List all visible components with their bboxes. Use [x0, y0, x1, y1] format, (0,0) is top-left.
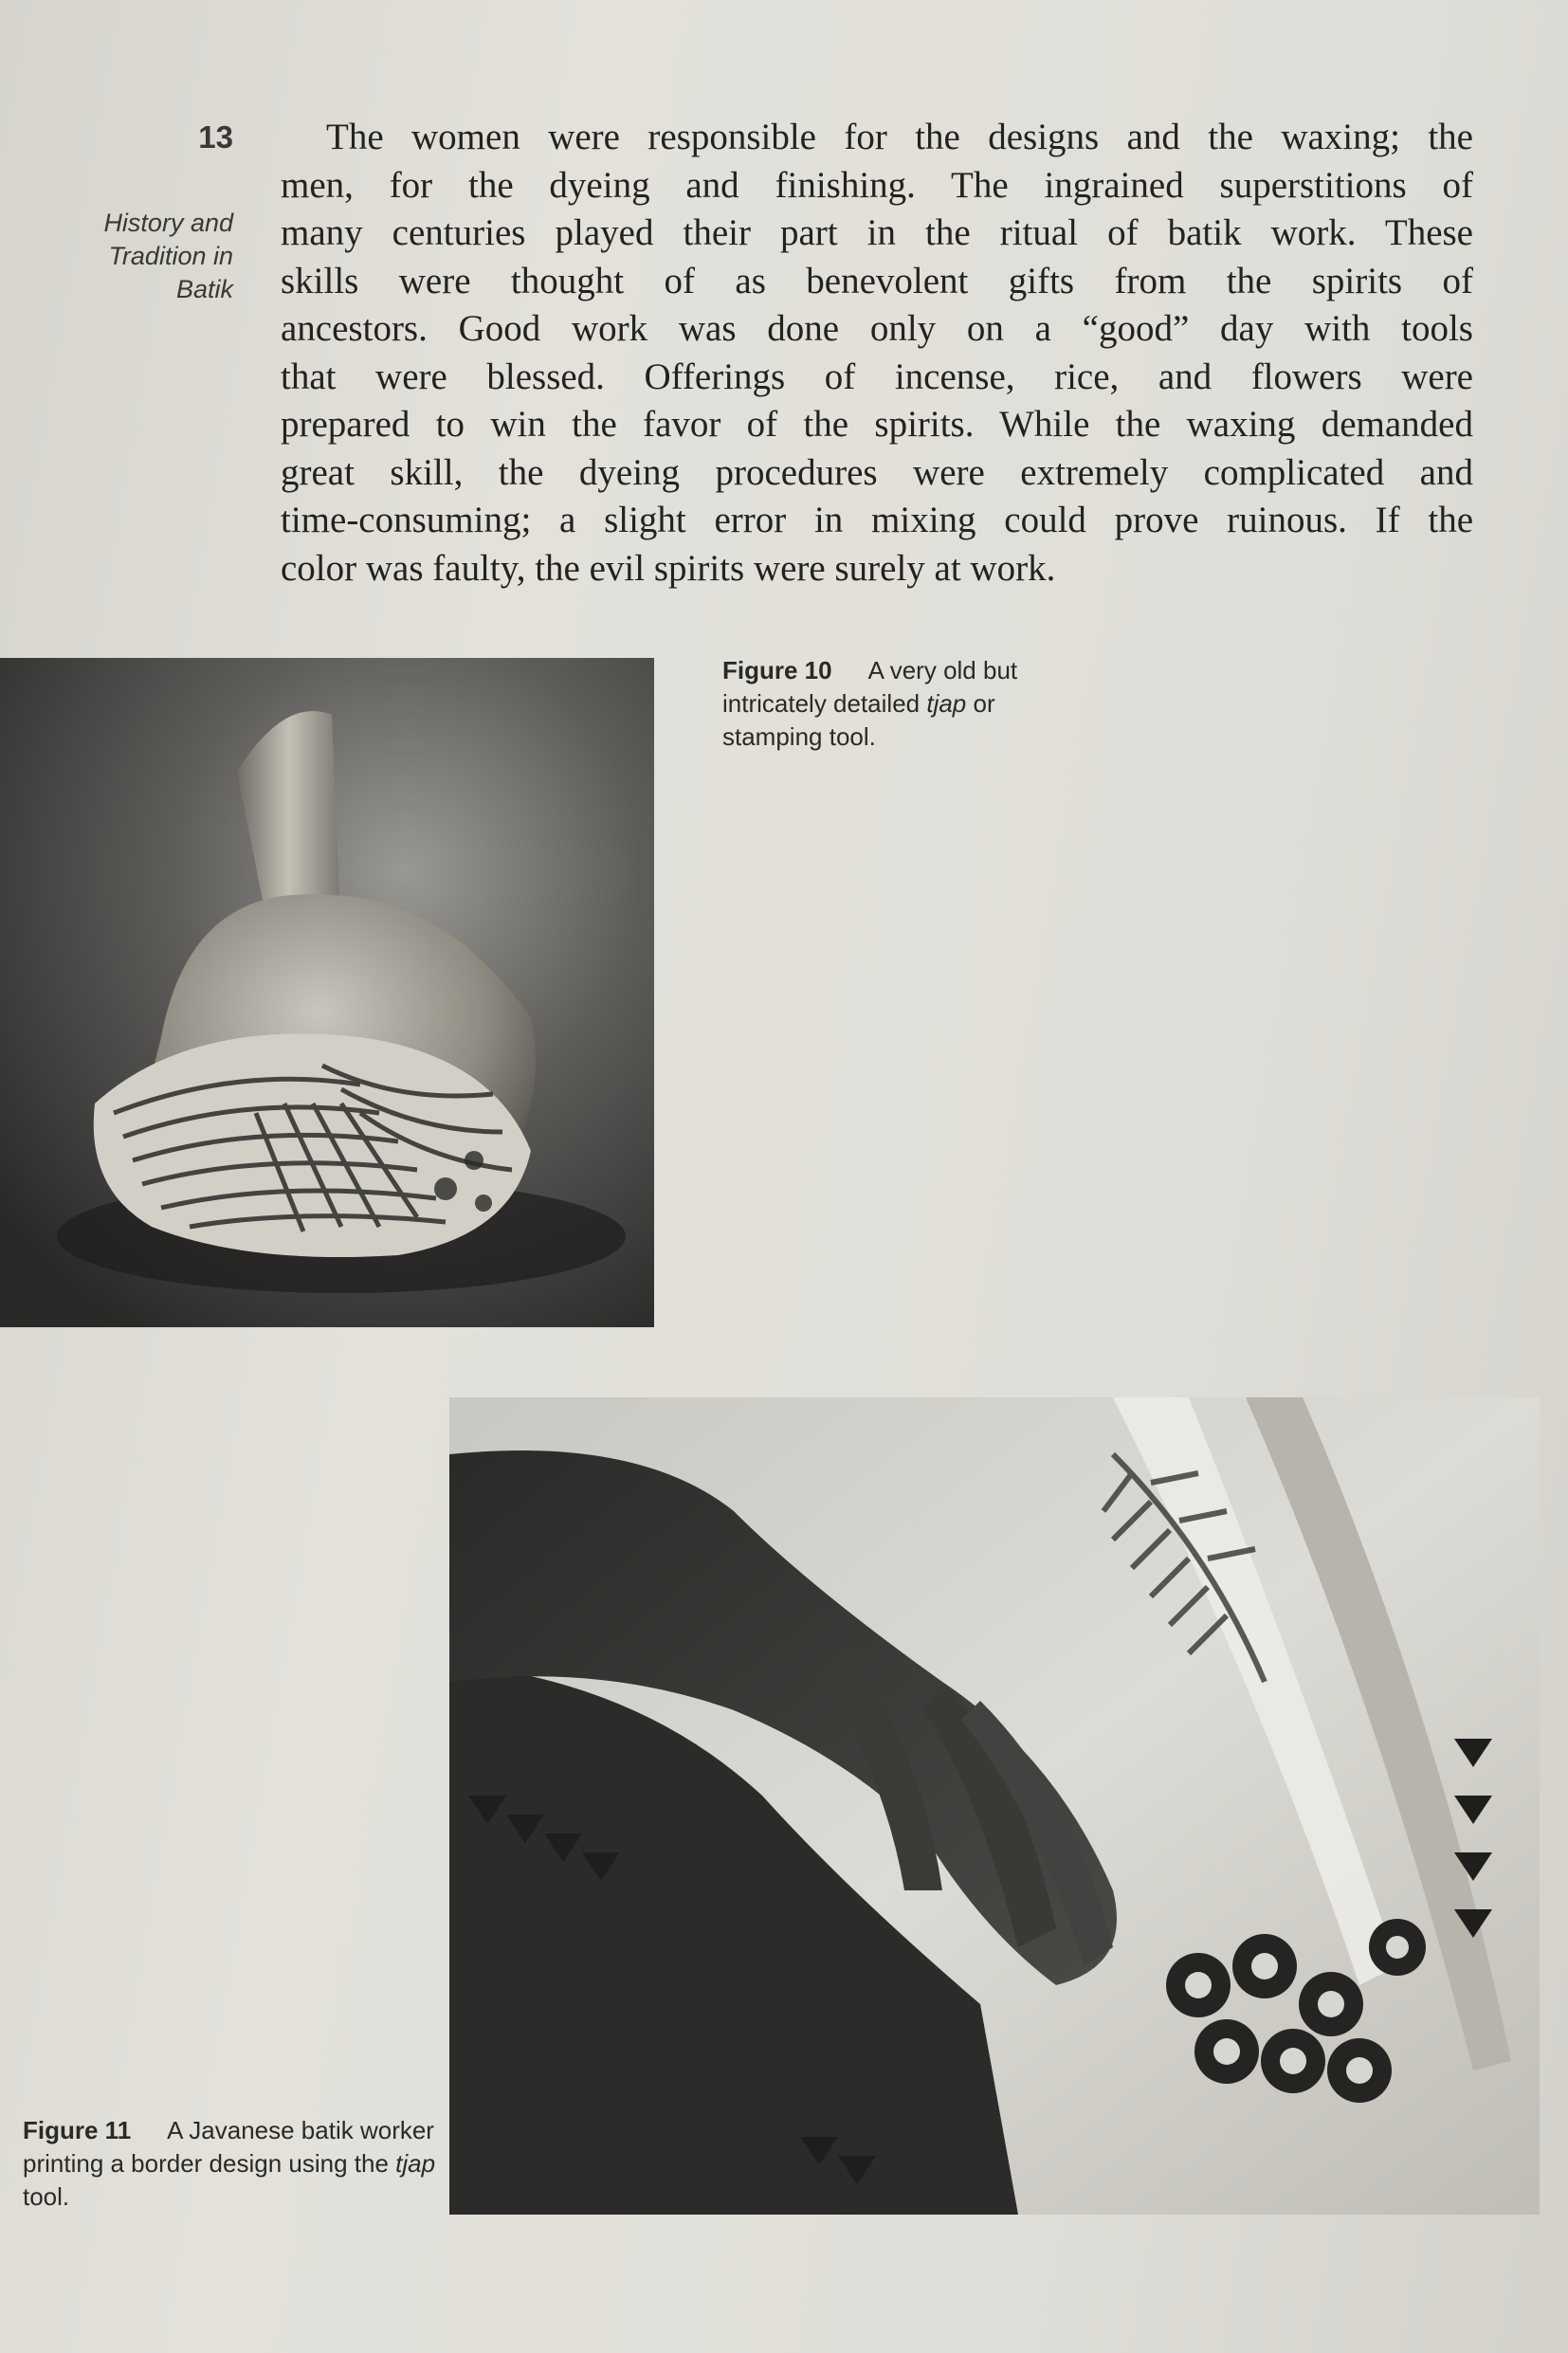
paragraph-line: men, for the dyeing and finishing. The ingrained superstitions of — [281, 164, 1473, 206]
running-head-line: Batik — [175, 275, 233, 303]
running-head-line: Tradition in — [108, 242, 233, 270]
paragraph-line: skills were thought of as benevolent gifts from the spirits of — [281, 260, 1473, 301]
caption-text: A very old but intricately detailed — [722, 656, 1018, 718]
figure-label: Figure 11 — [23, 2116, 132, 2144]
figure-10-caption — [722, 654, 1102, 754]
paragraph-line: many centuries played their part in the ritual of batik work. These — [281, 212, 1473, 253]
caption-term: tjap — [395, 2149, 436, 2178]
figure-label: Figure 10 — [722, 656, 832, 684]
caption-term: tjap — [926, 689, 967, 718]
paragraph-line: The women were responsible for the designs and the waxing; the — [326, 117, 1473, 157]
caption-text: A Javanese batik worker printing a border design using the — [23, 2116, 434, 2178]
running-head-line: History and — [103, 209, 233, 237]
running-head — [66, 207, 233, 306]
page-number: 13 — [198, 119, 233, 155]
paragraph-line: time-consuming; a slight error in mixing could prove ruinous. If the — [281, 500, 1473, 540]
paragraph-line: that were blessed. Offerings of incense, rice, and flowers were — [281, 356, 1473, 397]
paragraph-line: color was faulty, the evil spirits were surely at work. — [281, 547, 1056, 589]
paragraph-line: ancestors. Good work was done only on a “good” day with tools — [281, 308, 1473, 349]
paragraph-line: great skill, the dyeing procedures were extremely complicated and — [281, 451, 1473, 493]
body-paragraph — [281, 114, 1473, 593]
figure-11-caption — [23, 2114, 440, 2214]
caption-text: or stamping tool. — [722, 689, 995, 751]
caption-text: tool. — [23, 2182, 70, 2211]
figure-10-photo — [0, 658, 654, 1327]
figure-11-photo — [449, 1397, 1540, 2215]
paragraph-line: prepared to win the favor of the spirits. While the waxing demanded — [281, 404, 1473, 445]
